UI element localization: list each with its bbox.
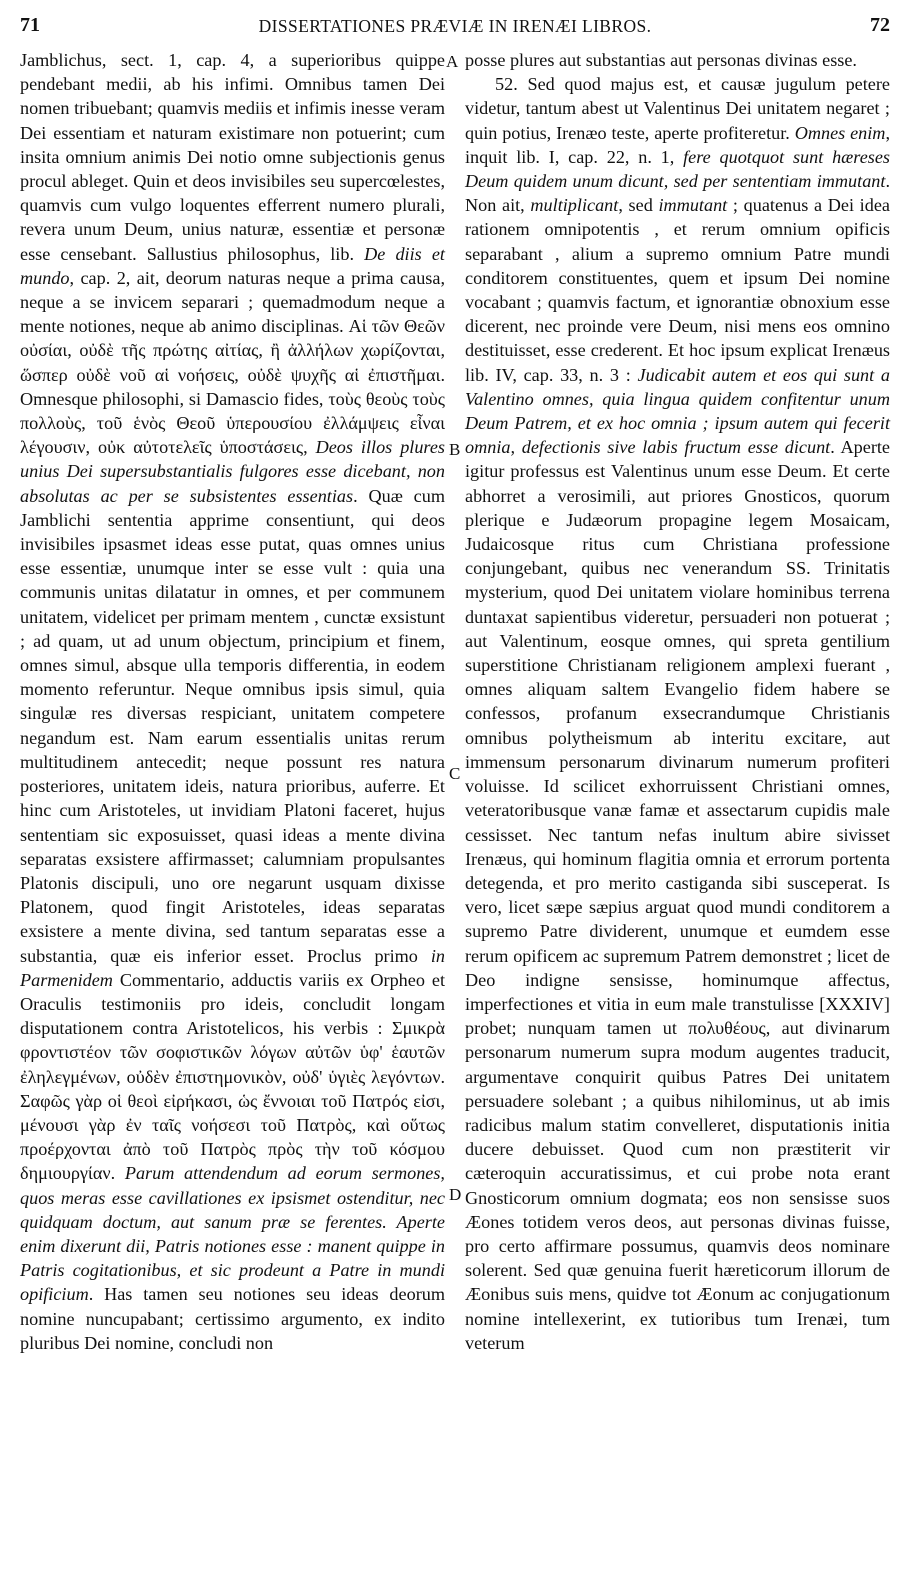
italic-translation: Deos illos plures unius Dei supersubstantialis fulgores esse dicebant, non absolutas ac per se subsistentes essentias	[20, 437, 445, 506]
right-column	[465, 48, 890, 1355]
text-run: , sed	[618, 195, 659, 216]
running-title: DISSERTATIONES PRÆVIÆ IN IRENÆI LIBROS.	[258, 16, 652, 36]
page-header	[20, 14, 890, 44]
right-paragraph-52	[465, 72, 890, 1355]
page-number-left: 71	[20, 14, 40, 36]
text-run: . Has tamen seu notiones seu ideas deorum nomine nuncupabant; certissimo argumento, ex indito pluribus Dei nomine, concludi non	[20, 1284, 445, 1353]
margin-marker-a: A	[446, 52, 459, 71]
text-run: Commentario, adductis variis ex Orpheo et Oraculis testimoniis pro ideis, concludit longam disputationem contra Aristotelicos, his verbis : Σμικρὰ φροντιστέον τῶν σοφιστικῶν λόγων αὐτῶν ὑφ' ἑαυτῶν ἐληλεγμένων, οὐδὲν ἐπιστημονικὸν, οὐδ' ὑγιὲς λεγόντων. Σαφῶς γὰρ οἱ θεοὶ εἰρήκασι, ὡς ἔννοιαι τοῦ Πατρός εἰσι, μένουσι γὰρ ἐν ταῖς νοήσεσι τοῦ Πατρὸς, καὶ οὕτως προέρχονται ἀπὸ τοῦ Πατρὸς πρὸς τὴν τοῦ κόσμου δημιουργίαν.	[20, 969, 445, 1184]
text-run: . Non ait,	[465, 171, 890, 216]
margin-marker-c: C	[449, 764, 461, 783]
italic-word: multiplicant	[530, 195, 619, 216]
page-number-right: 72	[870, 14, 890, 36]
right-paragraph-continuation: posse plures aut substantias aut personas divinas esse.	[465, 50, 857, 70]
italic-title: De diis et mundo	[20, 243, 445, 288]
italic-word: immutant	[658, 195, 728, 216]
italic-title: in Parmenidem	[20, 945, 445, 990]
italic-quote: Judicabit autem et eos qui sunt a Valentino omnes, quia lingua quidem confitentur unum Deum Patrem, et ex hoc omnia ; ipsum autem qui fecerit omnia, defectionis sive labis fructum esse dicunt	[465, 364, 890, 458]
margin-marker-b: B	[449, 440, 461, 459]
italic-quote: fere quotquot sunt hæreses Deum quidem unum dicunt, sed per sententiam immutant	[465, 146, 891, 192]
text-run: , inquit lib. I, cap. 22, n. 1,	[465, 122, 890, 167]
left-paragraph	[20, 48, 445, 1355]
italic-quote: Omnes enim	[794, 122, 886, 143]
italic-translation: Parum attendendum ad eorum sermones, quos meras esse cavillationes ex ipsismet ostenditur, nec quidquam doctum, aut sanum præ se ferentes. Aperte enim dixerunt dii, Patris notiones esse : manent quippe in Patris cogitationibus, et sic prodeunt a Patre in mundi opificium	[20, 1163, 445, 1305]
text-run: Jamblichus, sect. 1, cap. 4, a superioribus quippe pendebant medii, ab his infimi. Omnibus tamen Dei nomen tribuebant; quamvis mediis et infimis inesse veram Dei essentiam et naturam existimare non potuerint; cum insita omnium animis Dei notio omne subjectionis genus procul ableget. Quin et deos invisibiles seu supercœlestes, quamvis cum vulgo loquentes efferrent numero plurali, revera unum Deum, unius naturæ, essentiæ et personæ esse censebant. Sallustius philosophus, lib.	[20, 50, 445, 264]
text-run: . Aperte igitur professus est Valentinus unum esse Deum. Et certe abhorret a verosimili, aut priores Gnosticos, quorum plerique e Judæorum propagine legem Mosaicam, Judaicosque ritus cum Christiana professione conjungebant, quibus nec venerandum SS. Trinitatis mysterium, quod Dei unitatem violare hominibus terrena duntaxat sapientibus videretur, persuaderi non potuerat ; aut Valentinum, eosque omnes, qui spreta gentilium superstitione Christianam religionem amplexi fuerant , omnes aliquam saltem Evangelio fidem habere se confessos, profanum exsecrandumque Christianis omnibus polytheismum ab interitu excitare, aut immensum personarum divinarum numerum profiteri voluisse. Id scilicet exhorruissent Christiani omnes, veteratoribusque vanæ famæ et assectarum cupidis male cessisset. Nec tantum nefas inultum abire sivisset Irenæus, qui hominum flagitia omnia et errorum portenta detegenda, et pro merito castiganda sibi susceperat. Is vero, licet sæpe sæpius arguat quod mundi conditorem a supremo Patre dividerent, unumque et eumdem esse rerum opificem ac supremum Patrem demonstret ; licet de Deo indigne sensisse, hominumque affectus, imperfectiones et vitia in eum male transtulisse [XXXIV] probet; nunquam tamen ut πολυθέους, aut divinarum personarum numerum supra modum augentes traducit, argumentave conquirit quibus Patres Dei unitatem persuadere solebant ; a quibus nihilominus, ut ab imis radicibus malum statim convelleret, disputationis initia ducere debuisset. Quod cum non præstiterit vir cæteroquin accuratissimus, et cui probe nota erant Gnosticorum omnium dogmata; eos non sensisse suos Æones totidem veros deos, aut personas divinas fuisse, pro certo affirmare possumus, quamvis deos nominare solerent. Sed quæ genuina fuerit hæreticorum illorum de Æonibus suis mens, quidve tot Æonum ac conjugationum nomine intellexerint, ex tutioribus tum Irenæi, tum veterum	[465, 437, 890, 1353]
text-run: 52. Sed quod majus est, et causæ jugulum petere videtur, tantum abest ut Valentinus Dei unitatem negaret ; quin potius, Irenæo teste, aperte profiteretur.	[465, 74, 890, 143]
text-run: , cap. 2, ait, deorum naturas neque a prima causa, neque a se invicem separari ; quemadmodum neque a mente notiones, neque ab animo disciplinas. Αἱ τῶν Θεῶν οὐσίαι, οὐδὲ τῆς πρώτης αἰτίας, ἢ ἀλλήλων χωρίζονται, ὥσπερ οὐδὲ νοῦ αἱ νοήσεις, οὐδὲ ψυχῆς αἱ ἐπιστῆμαι. Omnesque philosophi, si Damascio fides, τοὺς θεοὺς τοὺς πολλοὺς, τοῦ ἑνὸς Θεοῦ ὑπερουσίου ἐλλάμψεις εἶναι λέγουσιν, οὐκ αὐτοτελεῖς ὑποστάσεις,	[20, 267, 445, 458]
text-run: ; quatenus a Dei idea rationem omnipotentis , et rerum omnium opificis separabant , alium a supremo omnium Patre mundi conditorem constituentes, quem et ipsum Dei nomine vocabant ; quamvis factum, et ignorantiæ obnoxium esse dicerent, nec proinde vere Deum, nisi mens eos omnino destituisset, esse crederent. Et hoc ipsum explicat Irenæus lib. IV, cap. 33, n. 3 :	[465, 195, 890, 385]
margin-marker-d: D	[449, 1185, 462, 1204]
text-run: . Quæ cum Jamblichi sententia apprime consentiunt, qui deos invisibiles ipsasmet ideas esse putat, quas omnes unius esse essentiæ, unumque inter se esse vult : quia una communis unitas dilatatur in omnes, et per communem unitatem, videlicet per primam mentem , cunctæ exsistunt ; ad quam, ut ad unum objectum, principium et finem, omnes simul, absque ulla temporis differentia, in eodem momento referuntur. Neque omnibus ipsis simul, quia singulæ res diversas respiciant, unitatem competere negandum est. Nam earum essentialis unitas rerum multitudinem antecedit; neque possunt res natura posteriores, unitatem ideis, natura prioribus, auferre. Et hinc cum Aristoteles, ut invidiam Platoni faceret, hujus sententiam sic exposuisset, quasi ideas a mente divina separatas exsistere affirmasset; calumniam propulsantes Platonis discipuli, uno ore negarunt usquam dixisse Platonem, quod fingit Aristoteles, ideas separatas exsistere a mente divina, sed tantum separatas esse a substantia, quæ eis inferior esset. Proclus primo	[20, 485, 445, 966]
left-column	[20, 48, 445, 1355]
